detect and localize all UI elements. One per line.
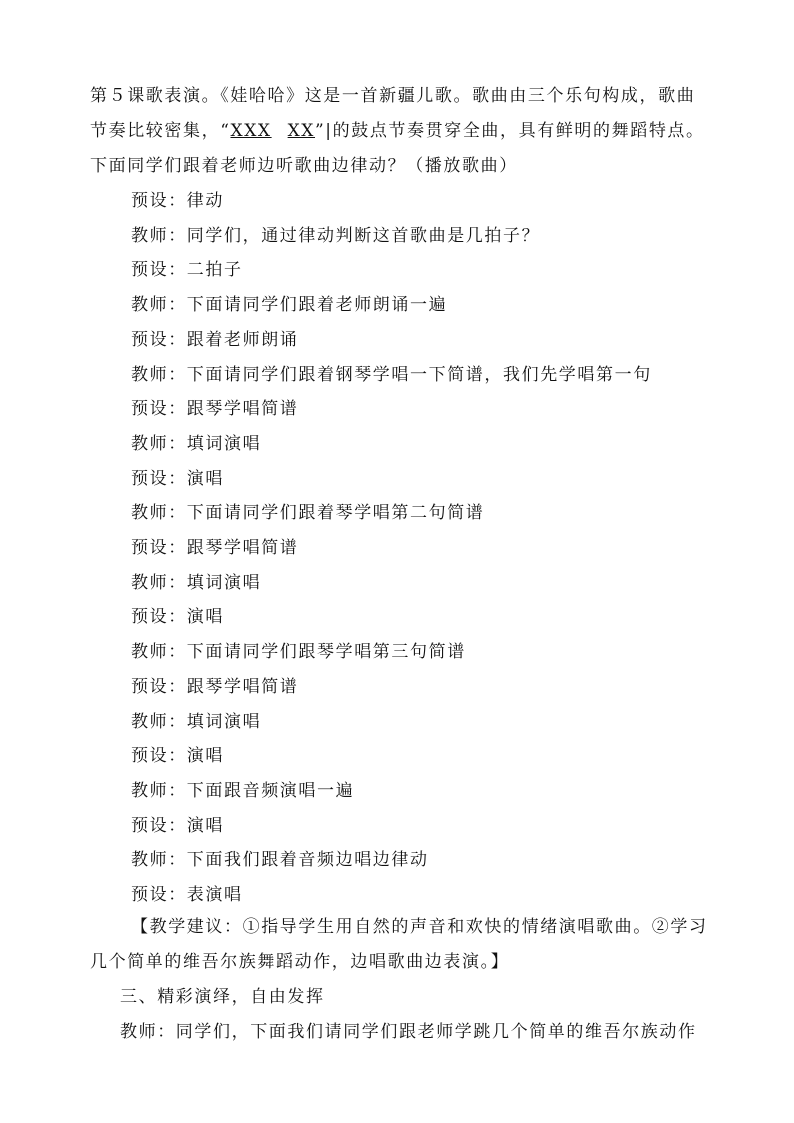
expected-response-line: 预设：演唱 xyxy=(131,469,224,489)
teacher-line: 教师：下面跟音频演唱一遍 xyxy=(131,781,355,801)
teacher-line: 教师：下面请同学们跟着老师朗诵一遍 xyxy=(131,295,448,315)
expected-response-line: 预设：演唱 xyxy=(131,816,224,836)
rhythm-pattern-b: XX xyxy=(287,121,316,141)
teacher-line: 教师：下面请同学们跟着琴学唱第二句简谱 xyxy=(131,503,485,523)
expected-response-line: 预设：跟着老师朗诵 xyxy=(131,330,299,350)
expected-response-line: 预设：跟琴学唱简谱 xyxy=(131,677,299,697)
teacher-line: 教师：填词演唱 xyxy=(131,434,262,454)
expected-response-line: 预设：演唱 xyxy=(131,607,224,627)
intro-line-3: 下面同学们跟着老师边听歌曲边律动？（播放歌曲） xyxy=(90,156,518,176)
expected-response-line: 预设：律动 xyxy=(131,191,224,211)
rhythm-pattern-a: XXX xyxy=(230,121,272,141)
teacher-line: 教师：填词演唱 xyxy=(131,573,262,593)
expected-response-line: 预设：二拍子 xyxy=(131,260,243,280)
teacher-line: 教师：下面请同学们跟着钢琴学唱一下简谱，我们先学唱第一句 xyxy=(131,365,652,385)
section-3-line-1: 教师：同学们，下面我们请同学们跟老师学跳几个简单的维吾尔族动作 xyxy=(120,1022,697,1042)
teacher-line: 教师：同学们，通过律动判断这首歌曲是几拍子？ xyxy=(131,226,541,246)
intro-line-2-prefix: 节奏比较密集，“ xyxy=(90,121,231,141)
expected-response-line: 预设：跟琴学唱简谱 xyxy=(131,399,299,419)
intro-line-2 xyxy=(90,119,720,143)
teacher-line: 教师：下面我们跟着音频边唱边律动 xyxy=(131,850,429,870)
intro-line-2-suffix: ”|的鼓点节奏贯穿全曲，具有鲜明的舞蹈特点。 xyxy=(315,121,705,141)
expected-response-line: 预设：跟琴学唱简谱 xyxy=(131,538,299,558)
teaching-suggestion-line-1: 【教学建议：①指导学生用自然的声音和欢快的情绪演唱歌曲。②学习 xyxy=(131,917,708,937)
teaching-suggestion-line-2: 几个简单的维吾尔族舞蹈动作，边唱歌曲边表演。】 xyxy=(90,952,510,972)
teacher-line: 教师：下面请同学们跟琴学唱第三句简谱 xyxy=(131,642,466,662)
expected-response-line: 预设：演唱 xyxy=(131,746,224,766)
intro-line-1: 第５课歌表演。《娃哈哈》这是一首新疆儿歌。歌曲由三个乐句构成，歌曲 xyxy=(90,86,696,106)
expected-response-line: 预设：表演唱 xyxy=(131,885,243,905)
section-3-heading: 三、精彩演绎，自由发挥 xyxy=(120,987,325,1007)
teacher-line: 教师：填词演唱 xyxy=(131,712,262,732)
